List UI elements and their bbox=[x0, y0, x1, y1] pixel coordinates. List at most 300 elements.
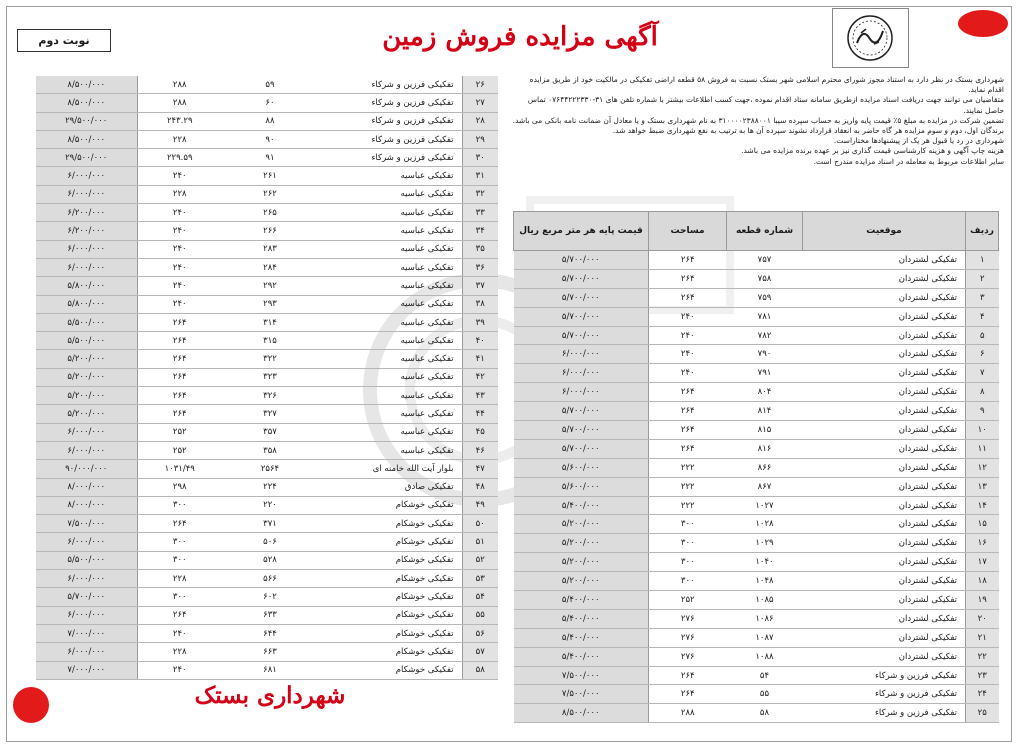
cell-price: ۵/۴۰۰/۰۰۰ bbox=[514, 496, 649, 515]
table-row bbox=[36, 588, 498, 606]
municipality-signature: شهرداری بستک bbox=[194, 682, 346, 709]
cell-area: ۲۵۲ bbox=[649, 591, 727, 610]
table-row bbox=[514, 326, 999, 345]
cell-location: تفکیکی لشتردان bbox=[803, 591, 966, 610]
cell-area: ۲۴۰ bbox=[137, 277, 222, 295]
cell-area: ۲۲۸ bbox=[137, 643, 222, 661]
cell-plot: ۱۰۲۷ bbox=[727, 496, 803, 515]
table-row bbox=[36, 551, 498, 569]
cell-radif: ۳۷ bbox=[462, 277, 498, 295]
table-row bbox=[36, 167, 498, 185]
plots-table-right bbox=[513, 211, 999, 723]
cell-plot: ۱۰۸۶ bbox=[727, 609, 803, 628]
cell-price: ۹۰/۰۰۰/۰۰۰ bbox=[36, 460, 137, 478]
table-row bbox=[36, 423, 498, 441]
intro-paragraph: شهرداری در رد یا قبول هر یک از پیشنهادها مختاراست. bbox=[833, 136, 1004, 146]
cell-area: ۲۶۴ bbox=[649, 421, 727, 440]
cell-area: ۲۴۰ bbox=[649, 345, 727, 364]
cell-radif: ۴۶ bbox=[462, 441, 498, 459]
cell-radif: ۳۱ bbox=[462, 167, 498, 185]
cell-area: ۳۰۰ bbox=[649, 534, 727, 553]
cell-radif: ۲۷ bbox=[462, 94, 498, 112]
cell-price: ۶/۰۰۰/۰۰۰ bbox=[514, 345, 649, 364]
cell-area: ۲۴۰ bbox=[137, 624, 222, 642]
cell-price: ۵/۴۰۰/۰۰۰ bbox=[514, 591, 649, 610]
cell-area: ۲۶۴ bbox=[137, 313, 222, 331]
cell-area: ۲۷۶ bbox=[649, 647, 727, 666]
cell-location: تفکیکی عباسیه bbox=[318, 277, 462, 295]
cell-plot: ۸۰۴ bbox=[727, 383, 803, 402]
cell-location: تفکیکی لشتردان bbox=[803, 609, 966, 628]
cell-plot: ۳۲۳ bbox=[222, 368, 318, 386]
cell-radif: ۴۵ bbox=[462, 423, 498, 441]
cell-radif: ۵۲ bbox=[462, 551, 498, 569]
cell-radif: ۲۴ bbox=[966, 685, 999, 704]
cell-radif: ۲۵ bbox=[966, 704, 999, 723]
cell-location: تفکیکی صادق bbox=[318, 478, 462, 496]
cell-location: تفکیکی خوشکام bbox=[318, 606, 462, 624]
cell-area: ۲۵۲ bbox=[137, 441, 222, 459]
cell-price: ۸/۵۰۰/۰۰۰ bbox=[36, 130, 137, 148]
cell-area: ۲۸۸ bbox=[649, 704, 727, 723]
table-row bbox=[514, 251, 999, 270]
cell-area: ۲۶۴ bbox=[137, 387, 222, 405]
cell-plot: ۶۸۱ bbox=[222, 661, 318, 679]
cell-plot: ۳۵۸ bbox=[222, 441, 318, 459]
cell-radif: ۳۲ bbox=[462, 185, 498, 203]
cell-plot: ۵۶۶ bbox=[222, 570, 318, 588]
table-row bbox=[514, 439, 999, 458]
intro-paragraph: شهرداری بستک در نظر دارد به استناد مجوز شورای محترم اسلامی شهر بستک نسبت به فروش ۵۸ قطعه اراضی تفکیکی در مالکیت خود از طریق مزایده اقدام نماید. bbox=[529, 75, 1004, 95]
cell-radif: ۴۷ bbox=[462, 460, 498, 478]
cell-plot: ۳۱۴ bbox=[222, 313, 318, 331]
cell-area: ۲۴۰ bbox=[137, 222, 222, 240]
table-row bbox=[36, 76, 498, 94]
header-plot: شماره قطعه bbox=[727, 212, 803, 251]
cell-location: تفکیکی لشتردان bbox=[803, 288, 966, 307]
cell-area: ۲۴۰ bbox=[137, 258, 222, 276]
table-row bbox=[514, 515, 999, 534]
cell-location: تفکیکی عباسیه bbox=[318, 222, 462, 240]
cell-price: ۵/۲۰۰/۰۰۰ bbox=[514, 572, 649, 591]
cell-radif: ۴۰ bbox=[462, 332, 498, 350]
cell-price: ۶/۰۰۰/۰۰۰ bbox=[36, 423, 137, 441]
cell-location: تفکیکی عباسیه bbox=[318, 368, 462, 386]
cell-price: ۸/۰۰۰/۰۰۰ bbox=[36, 496, 137, 514]
cell-price: ۵/۲۰۰/۰۰۰ bbox=[36, 387, 137, 405]
cell-price: ۵/۷۰۰/۰۰۰ bbox=[514, 439, 649, 458]
cell-location: تفکیکی فرزین و شرکاء bbox=[318, 130, 462, 148]
cell-radif: ۲ bbox=[966, 269, 999, 288]
cell-price: ۵/۸۰۰/۰۰۰ bbox=[36, 277, 137, 295]
table-row bbox=[514, 458, 999, 477]
intro-paragraph: سایر اطلاعات مربوط به معامله در اسناد مزایده مندرج است. bbox=[813, 156, 1004, 166]
table-row bbox=[514, 591, 999, 610]
cell-area: ۲۴۰ bbox=[137, 295, 222, 313]
cell-plot: ۹۰ bbox=[222, 130, 318, 148]
cell-radif: ۳۵ bbox=[462, 240, 498, 258]
cell-radif: ۱۲ bbox=[966, 458, 999, 477]
cell-plot: ۷۸۱ bbox=[727, 307, 803, 326]
cell-price: ۶/۰۰۰/۰۰۰ bbox=[36, 606, 137, 624]
cell-price: ۵/۷۰۰/۰۰۰ bbox=[514, 251, 649, 270]
table-row bbox=[36, 405, 498, 423]
cell-area: ۲۴۰ bbox=[137, 167, 222, 185]
cell-price: ۶/۰۰۰/۰۰۰ bbox=[514, 383, 649, 402]
cell-plot: ۸۱۴ bbox=[727, 402, 803, 421]
cell-plot: ۲۸۴ bbox=[222, 258, 318, 276]
cell-area: ۲۴۰ bbox=[137, 661, 222, 679]
cell-area: ۲۶۴ bbox=[649, 251, 727, 270]
cell-location: تفکیکی فرزین و شرکاء bbox=[318, 76, 462, 94]
cell-price: ۵/۷۰۰/۰۰۰ bbox=[514, 269, 649, 288]
cell-plot: ۱۰۴۸ bbox=[727, 572, 803, 591]
cell-plot: ۵۸ bbox=[727, 704, 803, 723]
cell-price: ۶/۰۰۰/۰۰۰ bbox=[36, 167, 137, 185]
cell-area: ۲۲۸ bbox=[137, 185, 222, 203]
cell-price: ۶/۰۰۰/۰۰۰ bbox=[514, 364, 649, 383]
cell-radif: ۵۴ bbox=[462, 588, 498, 606]
table-row bbox=[514, 383, 999, 402]
cell-area: ۳۰۰ bbox=[649, 572, 727, 591]
cell-area: ۲۶۴ bbox=[649, 288, 727, 307]
cell-radif: ۸ bbox=[966, 383, 999, 402]
cell-location: تفکیکی لشتردان bbox=[803, 251, 966, 270]
cell-price: ۷/۵۰۰/۰۰۰ bbox=[514, 666, 649, 685]
cell-radif: ۶ bbox=[966, 345, 999, 364]
header-location: موقعیت bbox=[803, 212, 966, 251]
table-row bbox=[36, 295, 498, 313]
cell-location: تفکیکی خوشکام bbox=[318, 588, 462, 606]
cell-area: ۲۴۰ bbox=[137, 240, 222, 258]
cell-location: تفکیکی عباسیه bbox=[318, 185, 462, 203]
cell-plot: ۱۰۴۰ bbox=[727, 553, 803, 572]
cell-location: تفکیکی خوشکام bbox=[318, 515, 462, 533]
cell-plot: ۲۶۲ bbox=[222, 185, 318, 203]
cell-price: ۵/۷۰۰/۰۰۰ bbox=[514, 307, 649, 326]
table-row bbox=[514, 685, 999, 704]
cell-radif: ۵۸ bbox=[462, 661, 498, 679]
cell-radif: ۴۴ bbox=[462, 405, 498, 423]
cell-radif: ۲۶ bbox=[462, 76, 498, 94]
table-row bbox=[36, 441, 498, 459]
cell-location: تفکیکی لشتردان bbox=[803, 345, 966, 364]
table-row bbox=[36, 570, 498, 588]
cell-price: ۷/۰۰۰/۰۰۰ bbox=[36, 624, 137, 642]
cell-radif: ۵۳ bbox=[462, 570, 498, 588]
table-row bbox=[514, 609, 999, 628]
cell-location: تفکیکی لشتردان bbox=[803, 326, 966, 345]
cell-area: ۲۴۰ bbox=[649, 364, 727, 383]
cell-area: ۲۶۴ bbox=[649, 269, 727, 288]
table-row bbox=[514, 628, 999, 647]
table-row bbox=[36, 496, 498, 514]
table-row bbox=[36, 643, 498, 661]
cell-radif: ۲۳ bbox=[966, 666, 999, 685]
cell-area: ۲۲۲ bbox=[649, 477, 727, 496]
table-row bbox=[36, 460, 498, 478]
table-row bbox=[514, 307, 999, 326]
table-row bbox=[514, 704, 999, 723]
cell-area: ۲۷۶ bbox=[649, 609, 727, 628]
cell-radif: ۹ bbox=[966, 402, 999, 421]
table-row bbox=[36, 478, 498, 496]
cell-location: تفکیکی فرزین و شرکاء bbox=[803, 704, 966, 723]
cell-plot: ۳۲۷ bbox=[222, 405, 318, 423]
table-row bbox=[36, 277, 498, 295]
cell-location: تفکیکی لشتردان bbox=[803, 364, 966, 383]
cell-radif: ۵۱ bbox=[462, 533, 498, 551]
cell-plot: ۹۱ bbox=[222, 149, 318, 167]
cell-location: تفکیکی لشتردان bbox=[803, 628, 966, 647]
cell-plot: ۵۹ bbox=[222, 76, 318, 94]
table-header-row bbox=[514, 212, 999, 251]
cell-area: ۳۰۰ bbox=[137, 551, 222, 569]
cell-area: ۲۶۴ bbox=[137, 368, 222, 386]
cell-price: ۵/۴۰۰/۰۰۰ bbox=[514, 647, 649, 666]
cell-location: تفکیکی لشتردان bbox=[803, 458, 966, 477]
table-row bbox=[36, 240, 498, 258]
cell-area: ۲۸۸ bbox=[137, 76, 222, 94]
cell-radif: ۲۸ bbox=[462, 112, 498, 130]
cell-plot: ۳۱۵ bbox=[222, 332, 318, 350]
cell-area: ۲۶۴ bbox=[649, 383, 727, 402]
cell-area: ۲۷۶ bbox=[649, 628, 727, 647]
cell-location: تفکیکی فرزین و شرکاء bbox=[803, 666, 966, 685]
table-row bbox=[36, 606, 498, 624]
cell-plot: ۲۲۴ bbox=[222, 478, 318, 496]
cell-plot: ۶۴۴ bbox=[222, 624, 318, 642]
cell-plot: ۸۱۵ bbox=[727, 421, 803, 440]
cell-area: ۲۲۹.۵۹ bbox=[137, 149, 222, 167]
cell-radif: ۱۵ bbox=[966, 515, 999, 534]
cell-location: تفکیکی فرزین و شرکاء bbox=[318, 94, 462, 112]
cell-radif: ۱۸ bbox=[966, 572, 999, 591]
red-circle-decoration bbox=[958, 10, 1008, 37]
cell-location: تفکیکی عباسیه bbox=[318, 387, 462, 405]
cell-area: ۲۵۲ bbox=[137, 423, 222, 441]
cell-area: ۳۰۰ bbox=[137, 588, 222, 606]
cell-plot: ۷۵۹ bbox=[727, 288, 803, 307]
cell-plot: ۲۵۶۴ bbox=[222, 460, 318, 478]
cell-location: تفکیکی عباسیه bbox=[318, 258, 462, 276]
cell-radif: ۱ bbox=[966, 251, 999, 270]
table-row bbox=[36, 130, 498, 148]
cell-location: تفکیکی لشتردان bbox=[803, 421, 966, 440]
intro-paragraph: هزینه چاپ آگهی و هزینه کارشناسی قیمت گذاری نیز بر عهده برنده مزایده می باشد. bbox=[741, 146, 1004, 156]
cell-radif: ۲۱ bbox=[966, 628, 999, 647]
table-row bbox=[36, 387, 498, 405]
cell-location: تفکیکی لشتردان bbox=[803, 383, 966, 402]
cell-radif: ۱۶ bbox=[966, 534, 999, 553]
cell-radif: ۷ bbox=[966, 364, 999, 383]
cell-radif: ۲۹ bbox=[462, 130, 498, 148]
second-notice-badge: نوبت دوم bbox=[17, 29, 111, 52]
cell-plot: ۲۲۰ bbox=[222, 496, 318, 514]
cell-price: ۵/۷۰۰/۰۰۰ bbox=[514, 326, 649, 345]
cell-location: تفکیکی خوشکام bbox=[318, 533, 462, 551]
table-row bbox=[514, 477, 999, 496]
cell-radif: ۱۷ bbox=[966, 553, 999, 572]
table-row bbox=[36, 350, 498, 368]
cell-location: تفکیکی لشتردان bbox=[803, 534, 966, 553]
cell-plot: ۸۶۶ bbox=[727, 458, 803, 477]
cell-radif: ۴۳ bbox=[462, 387, 498, 405]
cell-radif: ۵ bbox=[966, 326, 999, 345]
table-row bbox=[514, 345, 999, 364]
cell-price: ۵/۵۰۰/۰۰۰ bbox=[36, 313, 137, 331]
cell-location: تفکیکی عباسیه bbox=[318, 295, 462, 313]
cell-location: تفکیکی فرزین و شرکاء bbox=[803, 685, 966, 704]
intro-paragraph: تضمین شرکت در مزایده به مبلغ ۵٪ قیمت پایه واریز به حساب سپرده سیبا ۳۱۰۰۰۰۲۳۸۸۰۰۱ به نام شهرداری بستک و یا معادل آن ضمانت نامه بانکی می باشد. bbox=[512, 115, 1004, 125]
cell-plot: ۵۴ bbox=[727, 666, 803, 685]
table-row bbox=[36, 222, 498, 240]
table-row bbox=[36, 624, 498, 642]
cell-price: ۲۹/۵۰۰/۰۰۰ bbox=[36, 112, 137, 130]
cell-plot: ۳۵۷ bbox=[222, 423, 318, 441]
cell-price: ۵/۷۰۰/۰۰۰ bbox=[514, 288, 649, 307]
cell-price: ۵/۲۰۰/۰۰۰ bbox=[514, 515, 649, 534]
cell-location: تفکیکی عباسیه bbox=[318, 332, 462, 350]
cell-area: ۲۲۲ bbox=[649, 496, 727, 515]
cell-radif: ۱۳ bbox=[966, 477, 999, 496]
cell-plot: ۷۸۲ bbox=[727, 326, 803, 345]
cell-area: ۳۰۰ bbox=[137, 533, 222, 551]
cell-location: تفکیکی عباسیه bbox=[318, 405, 462, 423]
cell-radif: ۴۸ bbox=[462, 478, 498, 496]
cell-plot: ۲۶۶ bbox=[222, 222, 318, 240]
cell-location: تفکیکی فرزین و شرکاء bbox=[318, 149, 462, 167]
table-row bbox=[514, 269, 999, 288]
table-row bbox=[514, 421, 999, 440]
plots-table-left bbox=[36, 76, 498, 680]
cell-area: ۲۸۸ bbox=[137, 94, 222, 112]
cell-location: تفکیکی لشتردان bbox=[803, 496, 966, 515]
cell-plot: ۷۵۷ bbox=[727, 251, 803, 270]
cell-price: ۸/۵۰۰/۰۰۰ bbox=[36, 94, 137, 112]
cell-plot: ۱۰۸۷ bbox=[727, 628, 803, 647]
cell-plot: ۵۵ bbox=[727, 685, 803, 704]
cell-price: ۵/۴۰۰/۰۰۰ bbox=[514, 628, 649, 647]
table-row bbox=[36, 515, 498, 533]
cell-plot: ۲۶۵ bbox=[222, 204, 318, 222]
cell-area: ۲۶۴ bbox=[137, 405, 222, 423]
table-row bbox=[514, 496, 999, 515]
cell-price: ۵/۷۰۰/۰۰۰ bbox=[514, 402, 649, 421]
cell-plot: ۵۲۸ bbox=[222, 551, 318, 569]
cell-radif: ۳۹ bbox=[462, 313, 498, 331]
cell-plot: ۱۰۸۵ bbox=[727, 591, 803, 610]
cell-area: ۱۰۳۱/۴۹ bbox=[137, 460, 222, 478]
cell-price: ۵/۶۰۰/۰۰۰ bbox=[514, 477, 649, 496]
cell-plot: ۷۹۰ bbox=[727, 345, 803, 364]
cell-price: ۷/۵۰۰/۰۰۰ bbox=[36, 515, 137, 533]
cell-radif: ۱۱ bbox=[966, 439, 999, 458]
cell-price: ۵/۴۰۰/۰۰۰ bbox=[514, 609, 649, 628]
intro-paragraph: متقاضیان می توانند جهت دریافت اسناد مزایده ازطریق سامانه ستاد اقدام نموده ،جهت کسب اطلاعات بیشتر با شماره تلفن های ۳۱-۰۷۶۴۴۲۲۲۳۳۰ تماس حاصل نمایند. bbox=[527, 95, 1004, 115]
cell-radif: ۵۰ bbox=[462, 515, 498, 533]
cell-area: ۲۶۴ bbox=[137, 332, 222, 350]
cell-price: ۵/۲۰۰/۰۰۰ bbox=[514, 553, 649, 572]
cell-location: تفکیکی لشتردان bbox=[803, 307, 966, 326]
cell-price: ۵/۸۰۰/۰۰۰ bbox=[36, 295, 137, 313]
cell-price: ۶/۰۰۰/۰۰۰ bbox=[36, 258, 137, 276]
cell-radif: ۴ bbox=[966, 307, 999, 326]
cell-location: تفکیکی لشتردان bbox=[803, 553, 966, 572]
cell-area: ۲۴۰ bbox=[649, 307, 727, 326]
table-row bbox=[514, 666, 999, 685]
cell-plot: ۳۲۶ bbox=[222, 387, 318, 405]
cell-radif: ۴۲ bbox=[462, 368, 498, 386]
table-row bbox=[514, 572, 999, 591]
cell-area: ۲۴۰ bbox=[649, 326, 727, 345]
cell-location: تفکیکی خوشکام bbox=[318, 661, 462, 679]
cell-plot: ۸۸ bbox=[222, 112, 318, 130]
cell-price: ۶/۰۰۰/۰۰۰ bbox=[36, 240, 137, 258]
cell-price: ۵/۲۰۰/۰۰۰ bbox=[36, 405, 137, 423]
cell-radif: ۵۵ bbox=[462, 606, 498, 624]
ad-title: آگهی مزایده فروش زمین bbox=[382, 22, 658, 52]
cell-area: ۲۲۸ bbox=[137, 130, 222, 148]
cell-area: ۲۴۰ bbox=[137, 204, 222, 222]
cell-area: ۲۴۳.۲۹ bbox=[137, 112, 222, 130]
cell-radif: ۱۰ bbox=[966, 421, 999, 440]
cell-price: ۵/۵۰۰/۰۰۰ bbox=[36, 332, 137, 350]
cell-price: ۶/۰۰۰/۰۰۰ bbox=[36, 570, 137, 588]
cell-price: ۶/۰۰۰/۰۰۰ bbox=[36, 441, 137, 459]
cell-area: ۲۶۴ bbox=[649, 402, 727, 421]
cell-location: تفکیکی لشتردان bbox=[803, 515, 966, 534]
cell-price: ۵/۷۰۰/۰۰۰ bbox=[514, 421, 649, 440]
cell-radif: ۴۹ bbox=[462, 496, 498, 514]
cell-plot: ۶۳۳ bbox=[222, 606, 318, 624]
cell-plot: ۱۰۲۸ bbox=[727, 515, 803, 534]
cell-area: ۲۶۴ bbox=[137, 606, 222, 624]
cell-area: ۲۲۲ bbox=[649, 458, 727, 477]
cell-area: ۳۰۰ bbox=[649, 553, 727, 572]
table-row bbox=[36, 94, 498, 112]
cell-price: ۵/۲۰۰/۰۰۰ bbox=[36, 350, 137, 368]
cell-location: تفکیکی لشتردان bbox=[803, 402, 966, 421]
cell-plot: ۶۶۳ bbox=[222, 643, 318, 661]
cell-plot: ۸۱۶ bbox=[727, 439, 803, 458]
intro-paragraph: برندگان اول، دوم و سوم مزایده هر گاه حاضر به انعقاد قرارداد نشوند سپرده آن ها به ترتیب به نفع شهرداری ضبط خواهد شد. bbox=[612, 125, 1004, 135]
cell-location: تفکیکی عباسیه bbox=[318, 204, 462, 222]
cell-plot: ۱۰۸۸ bbox=[727, 647, 803, 666]
cell-radif: ۲۲ bbox=[966, 647, 999, 666]
cell-price: ۷/۵۰۰/۰۰۰ bbox=[514, 685, 649, 704]
table-row bbox=[514, 553, 999, 572]
cell-location: تفکیکی خوشکام bbox=[318, 643, 462, 661]
cell-area: ۲۶۴ bbox=[649, 685, 727, 704]
intro-text bbox=[512, 75, 1004, 209]
cell-plot: ۳۲۲ bbox=[222, 350, 318, 368]
cell-price: ۵/۶۰۰/۰۰۰ bbox=[514, 458, 649, 477]
cell-price: ۶/۰۰۰/۰۰۰ bbox=[36, 533, 137, 551]
table-row bbox=[36, 258, 498, 276]
cell-price: ۷/۰۰۰/۰۰۰ bbox=[36, 661, 137, 679]
cell-price: ۵/۲۰۰/۰۰۰ bbox=[514, 534, 649, 553]
cell-area: ۲۶۴ bbox=[137, 515, 222, 533]
table-row bbox=[36, 149, 498, 167]
cell-location: تفکیکی فرزین و شرکاء bbox=[318, 112, 462, 130]
table-row bbox=[36, 112, 498, 130]
cell-price: ۶/۰۰۰/۰۰۰ bbox=[36, 643, 137, 661]
table-row bbox=[36, 204, 498, 222]
cell-plot: ۶۰۲ bbox=[222, 588, 318, 606]
cell-location: تفکیکی خوشکام bbox=[318, 496, 462, 514]
cell-location: تفکیکی خوشکام bbox=[318, 570, 462, 588]
